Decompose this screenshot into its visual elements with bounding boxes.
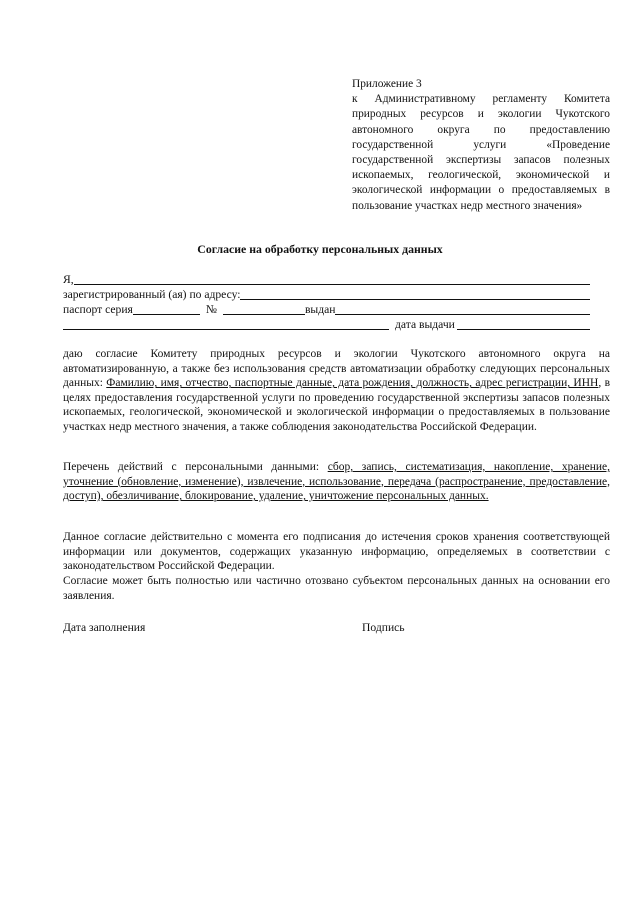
issued-by-line	[335, 302, 590, 315]
actions-intro: Перечень действий с персональными данными:	[63, 461, 328, 473]
consent-text-start: даю согласие Комитету природных ресурсов и экологии Чукотского автономного округа на автоматизированную, а также без использования средств автоматизации обработку следующих персональных данных:	[63, 348, 610, 390]
passport-series-label: паспорт серия	[63, 303, 133, 316]
issued-by-line-continued	[63, 317, 389, 330]
field-passport	[63, 301, 590, 317]
field-issue-date	[63, 316, 590, 332]
field-address	[63, 286, 590, 302]
i-label: Я,	[63, 273, 74, 286]
issued-label: выдан	[304, 303, 336, 316]
passport-series-line	[133, 302, 200, 315]
issue-date-line	[457, 317, 590, 330]
actions-paragraph	[63, 460, 610, 504]
appendix-text: к Административному регламенту Комитета природных ресурсов и экологии Чукотского автономного округа по предоставлению государственной услуги «Проведение государственной экспертизы запасов полезных ископаемых, геологической, экономической и экологической информации о предоставляемых в пользование участках недр местного значения»	[352, 93, 610, 212]
full-name-line	[74, 272, 590, 285]
document-title: Согласие на обработку персональных данных	[197, 242, 443, 256]
personal-data-list: Фамилию, имя, отчество, паспортные данные, дата рождения, должность, адрес регистрации, ИНН	[106, 377, 599, 390]
address-line	[240, 287, 590, 300]
field-full-name	[63, 271, 590, 287]
fill-date-label: Дата заполнения	[63, 621, 146, 634]
registered-label: зарегистрированный (ая) по адресу:	[63, 288, 241, 301]
appendix-block	[352, 77, 610, 214]
signature-label: Подпись	[362, 621, 405, 634]
passport-number-line	[223, 302, 305, 315]
actions-list: сбор, запись, систематизация, накопление, хранение, уточнение (обновление, изменение), извлечение, использование, передача (распространение, предоставление, доступ), обезличивание, блокирование, удаление, уничтожение персональных данных.	[63, 461, 610, 503]
revocation-paragraph: Согласие может быть полностью или частично отозвано субъектом персональных данных на основании его заявления.	[63, 575, 610, 602]
consent-paragraph	[63, 347, 610, 435]
appendix-title: Приложение 3	[352, 78, 422, 90]
validity-paragraph: Данное согласие действительно с момента его подписания до истечения сроков хранения соответствующей информации или документов, содержащих указанную информацию, определяемых в соответствии с законодательством Российской Федерации.	[63, 531, 610, 573]
consent-text-end: , в целях предоставления государственной услуги по проведению государственной экспертизы запасов полезных ископаемых, геологической, экономической и экологической информации о предоставляемых в пользование участках недр местного значения, а также соблюдения законодательства Российской Федерации.	[63, 377, 610, 433]
issue-date-label: дата выдачи	[395, 318, 455, 331]
passport-number-label: №	[205, 303, 217, 316]
